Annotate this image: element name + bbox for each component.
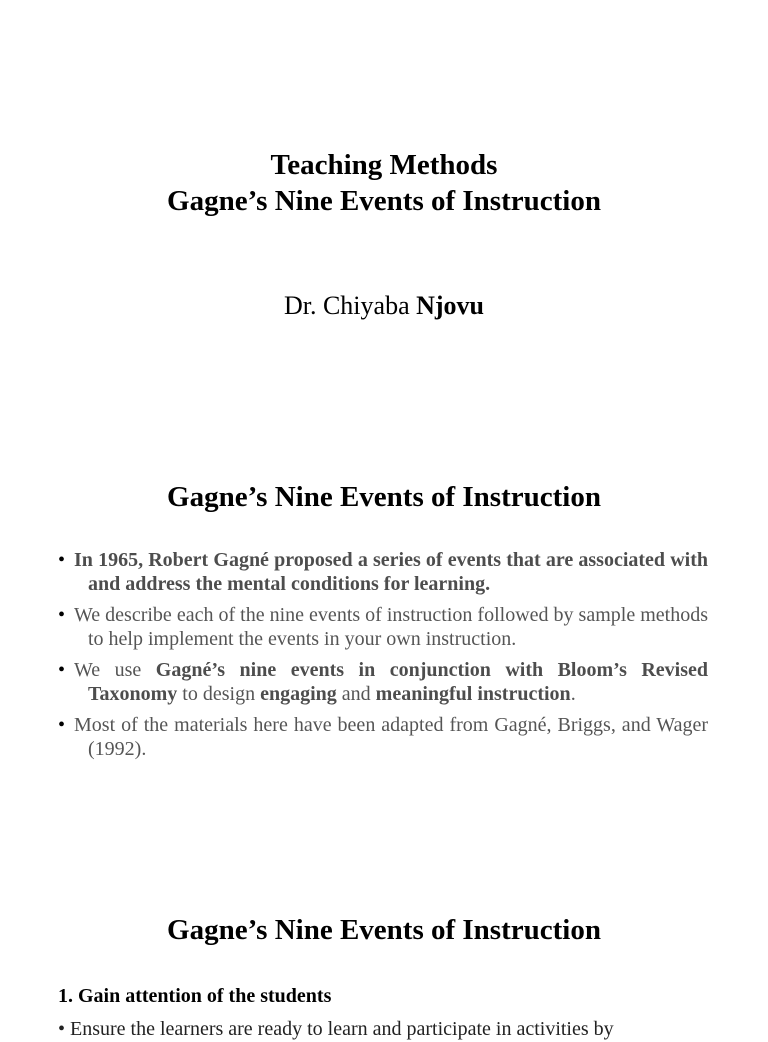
bullet-text: Most of the materials here have been adapted from Gagné, Briggs, and Wager (1992).: [74, 714, 708, 760]
bullet-text-part: We use: [74, 659, 156, 681]
partial-bullet-text: • Ensure the learners are ready to learn and participate in activities by: [58, 1018, 614, 1040]
event-heading: 1. Gain attention of the students: [58, 985, 332, 1007]
bullet-item: [58, 713, 708, 761]
bullet-dot: •: [58, 659, 66, 681]
bullet-dot: •: [58, 604, 66, 626]
bullet-list: [58, 548, 708, 768]
slide-title-line-2: Gagne’s Nine Events of Instruction: [167, 185, 601, 217]
bullet-text-bold: meaningful instruction: [375, 683, 571, 705]
bullet-text-part: and: [336, 683, 376, 705]
author: [0, 290, 768, 322]
bullet-text-part: .: [570, 683, 576, 705]
bullet-item: [58, 548, 708, 596]
bullet-dot: •: [58, 714, 66, 736]
author-prefix: Dr. Chiyaba: [283, 291, 417, 320]
bullet-text: In 1965, Robert Gagné proposed a series of events that are associated with and address the mental conditions for learning.: [74, 549, 708, 595]
slide-title-line-1: Teaching Methods: [270, 149, 498, 181]
bullet-dot: •: [58, 549, 66, 571]
bullet-item: [58, 658, 708, 706]
section-heading: Gagne’s Nine Events of Instruction: [167, 914, 601, 946]
bullet-text-bold: engaging: [260, 683, 337, 705]
bullet-text: We describe each of the nine events of instruction followed by sample methods to help implement the events in your own instruction.: [74, 604, 708, 650]
bullet-text-part: to design: [177, 683, 261, 705]
author-surname: Njovu: [416, 291, 485, 320]
section-heading: Gagne’s Nine Events of Instruction: [167, 481, 601, 513]
bullet-text-bold: Gagné’s nine events in conjunction with Bloom’s Revised Taxonomy: [88, 659, 708, 705]
bullet-item: [58, 603, 708, 651]
